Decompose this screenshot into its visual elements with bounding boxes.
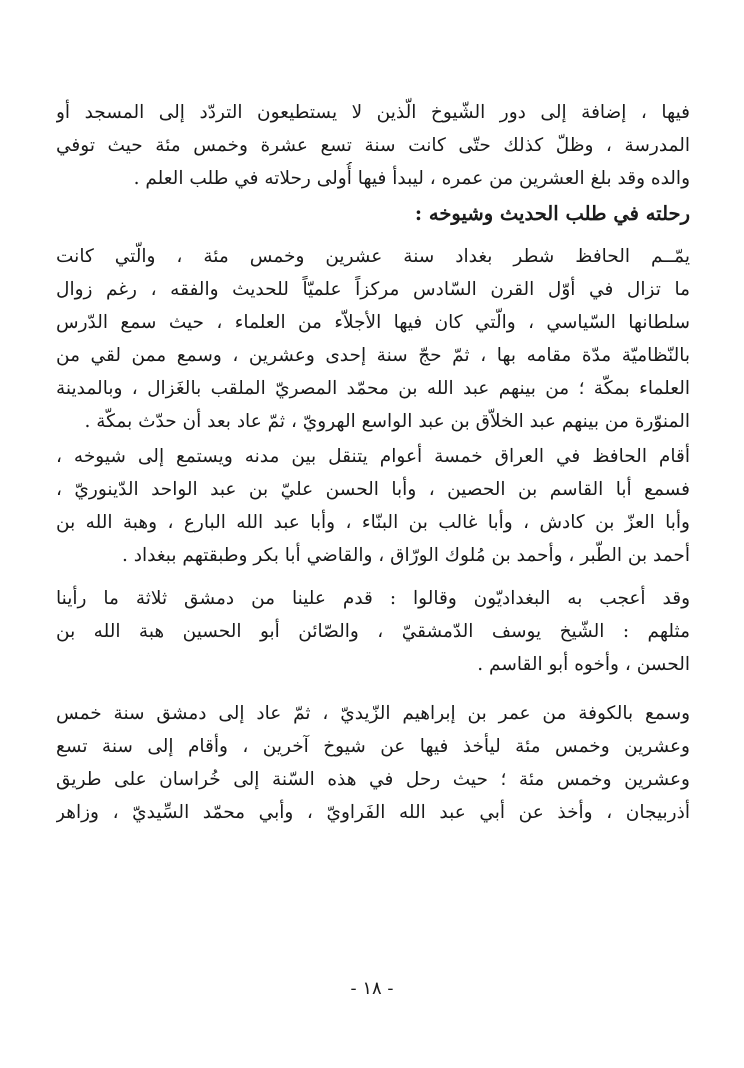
- text-line: وقد أعجب به البغداديّون وقالوا : قدم علينا من دمشق ثلاثة ما رأينا: [56, 588, 690, 609]
- text-line: بالنّظاميّة مدّة مقامه بها ، ثمّ حجّ سنة إحدى وعشرين ، وسمع ممن لقي من: [56, 345, 690, 366]
- text-line: أذربيجان ، وأخذ عن أبي عبد الله الفَراويّ ، وأبي محمّد السِّيديّ ، وزاهر: [56, 802, 690, 823]
- text-line: فيها ، إضافة إلى دور الشّيوخ الّذين لا يستطيعون التردّد إلى المسجد أو: [56, 102, 690, 123]
- body-paragraph: [56, 240, 690, 438]
- text-line: مثلهم : الشّيخ يوسف الدّمشقيّ ، والصّائن أبو الحسين هبة الله بن: [56, 621, 690, 642]
- text-line: المدرسة ، وظلّ كذلك حتّى كانت سنة تسع عشرة وخمس مئة حيث توفي: [56, 135, 690, 156]
- body-paragraph: [56, 697, 690, 829]
- text-line: والده وقد بلغ العشرين من عمره ، ليبدأ فيها أُولى رحلاته في طلب العلم .: [133, 168, 690, 189]
- text-line: أحمد بن الطّبر ، وأحمد بن مُلوك الورّاق ، والقاضي أبا بكر وطبقتهم ببغداد .: [122, 545, 690, 566]
- text-line: المنوّرة من بينهم عبد الخلاّق بن عبد الواسع الهرويّ ، ثمّ عاد بعد أن حدّث بمكّة .: [84, 411, 690, 432]
- page-number: - ١٨ -: [350, 978, 394, 999]
- text-line: وعشرين وخمس مئة ؛ حيث رحل في هذه السّنة إلى خُراسان على طريق: [56, 769, 690, 790]
- text-line: وأبا العزّ بن كادش ، وأبا غالب بن البنّاء ، وأبا عبد الله البارع ، وهبة الله بن: [56, 512, 690, 533]
- text-line: وسمع بالكوفة من عمر بن إبراهيم الزّيديّ ، ثمّ عاد إلى دمشق سنة خمس: [56, 703, 690, 724]
- text-line: سلطانها السّياسي ، والّتي كان فيها الأجلاّء من العلماء ، حيث سمع الدّرس: [56, 312, 690, 333]
- text-line: يمّــم الحافظ شطر بغداد سنة عشرين وخمس مئة ، والّتي كانت: [56, 246, 690, 267]
- text-line: ما تزال في أوّل القرن السّادس مركزاً علميّاً للحديث والفقه ، رغم زوال: [56, 279, 690, 300]
- text-line: العلماء بمكّة ؛ من بينهم عبد الله بن محمّد المصريّ الملقب بالغَزال ، وبالمدينة: [56, 378, 690, 399]
- text-line: الحسن ، وأخوه أبو القاسم .: [477, 654, 690, 675]
- body-paragraph: [56, 582, 690, 681]
- page-body: [56, 96, 690, 829]
- text-line: وعشرين وخمس مئة ليأخذ فيها عن شيوخ آخرين ، وأقام إلى سنة تسع: [56, 736, 690, 757]
- intro-paragraph: [56, 96, 690, 195]
- text-line: أقام الحافظ في العراق خمسة أعوام يتنقل بين مدنه ويستمع إلى شيوخه ،: [56, 446, 690, 467]
- section-heading: رحلته في طلب الحديث وشيوخه :: [414, 202, 690, 225]
- body-paragraph: [56, 440, 690, 572]
- text-line: فسمع أبا القاسم بن الحصين ، وأبا الحسن عليّ بن عبد الواحد الدّينوريّ ،: [56, 479, 690, 500]
